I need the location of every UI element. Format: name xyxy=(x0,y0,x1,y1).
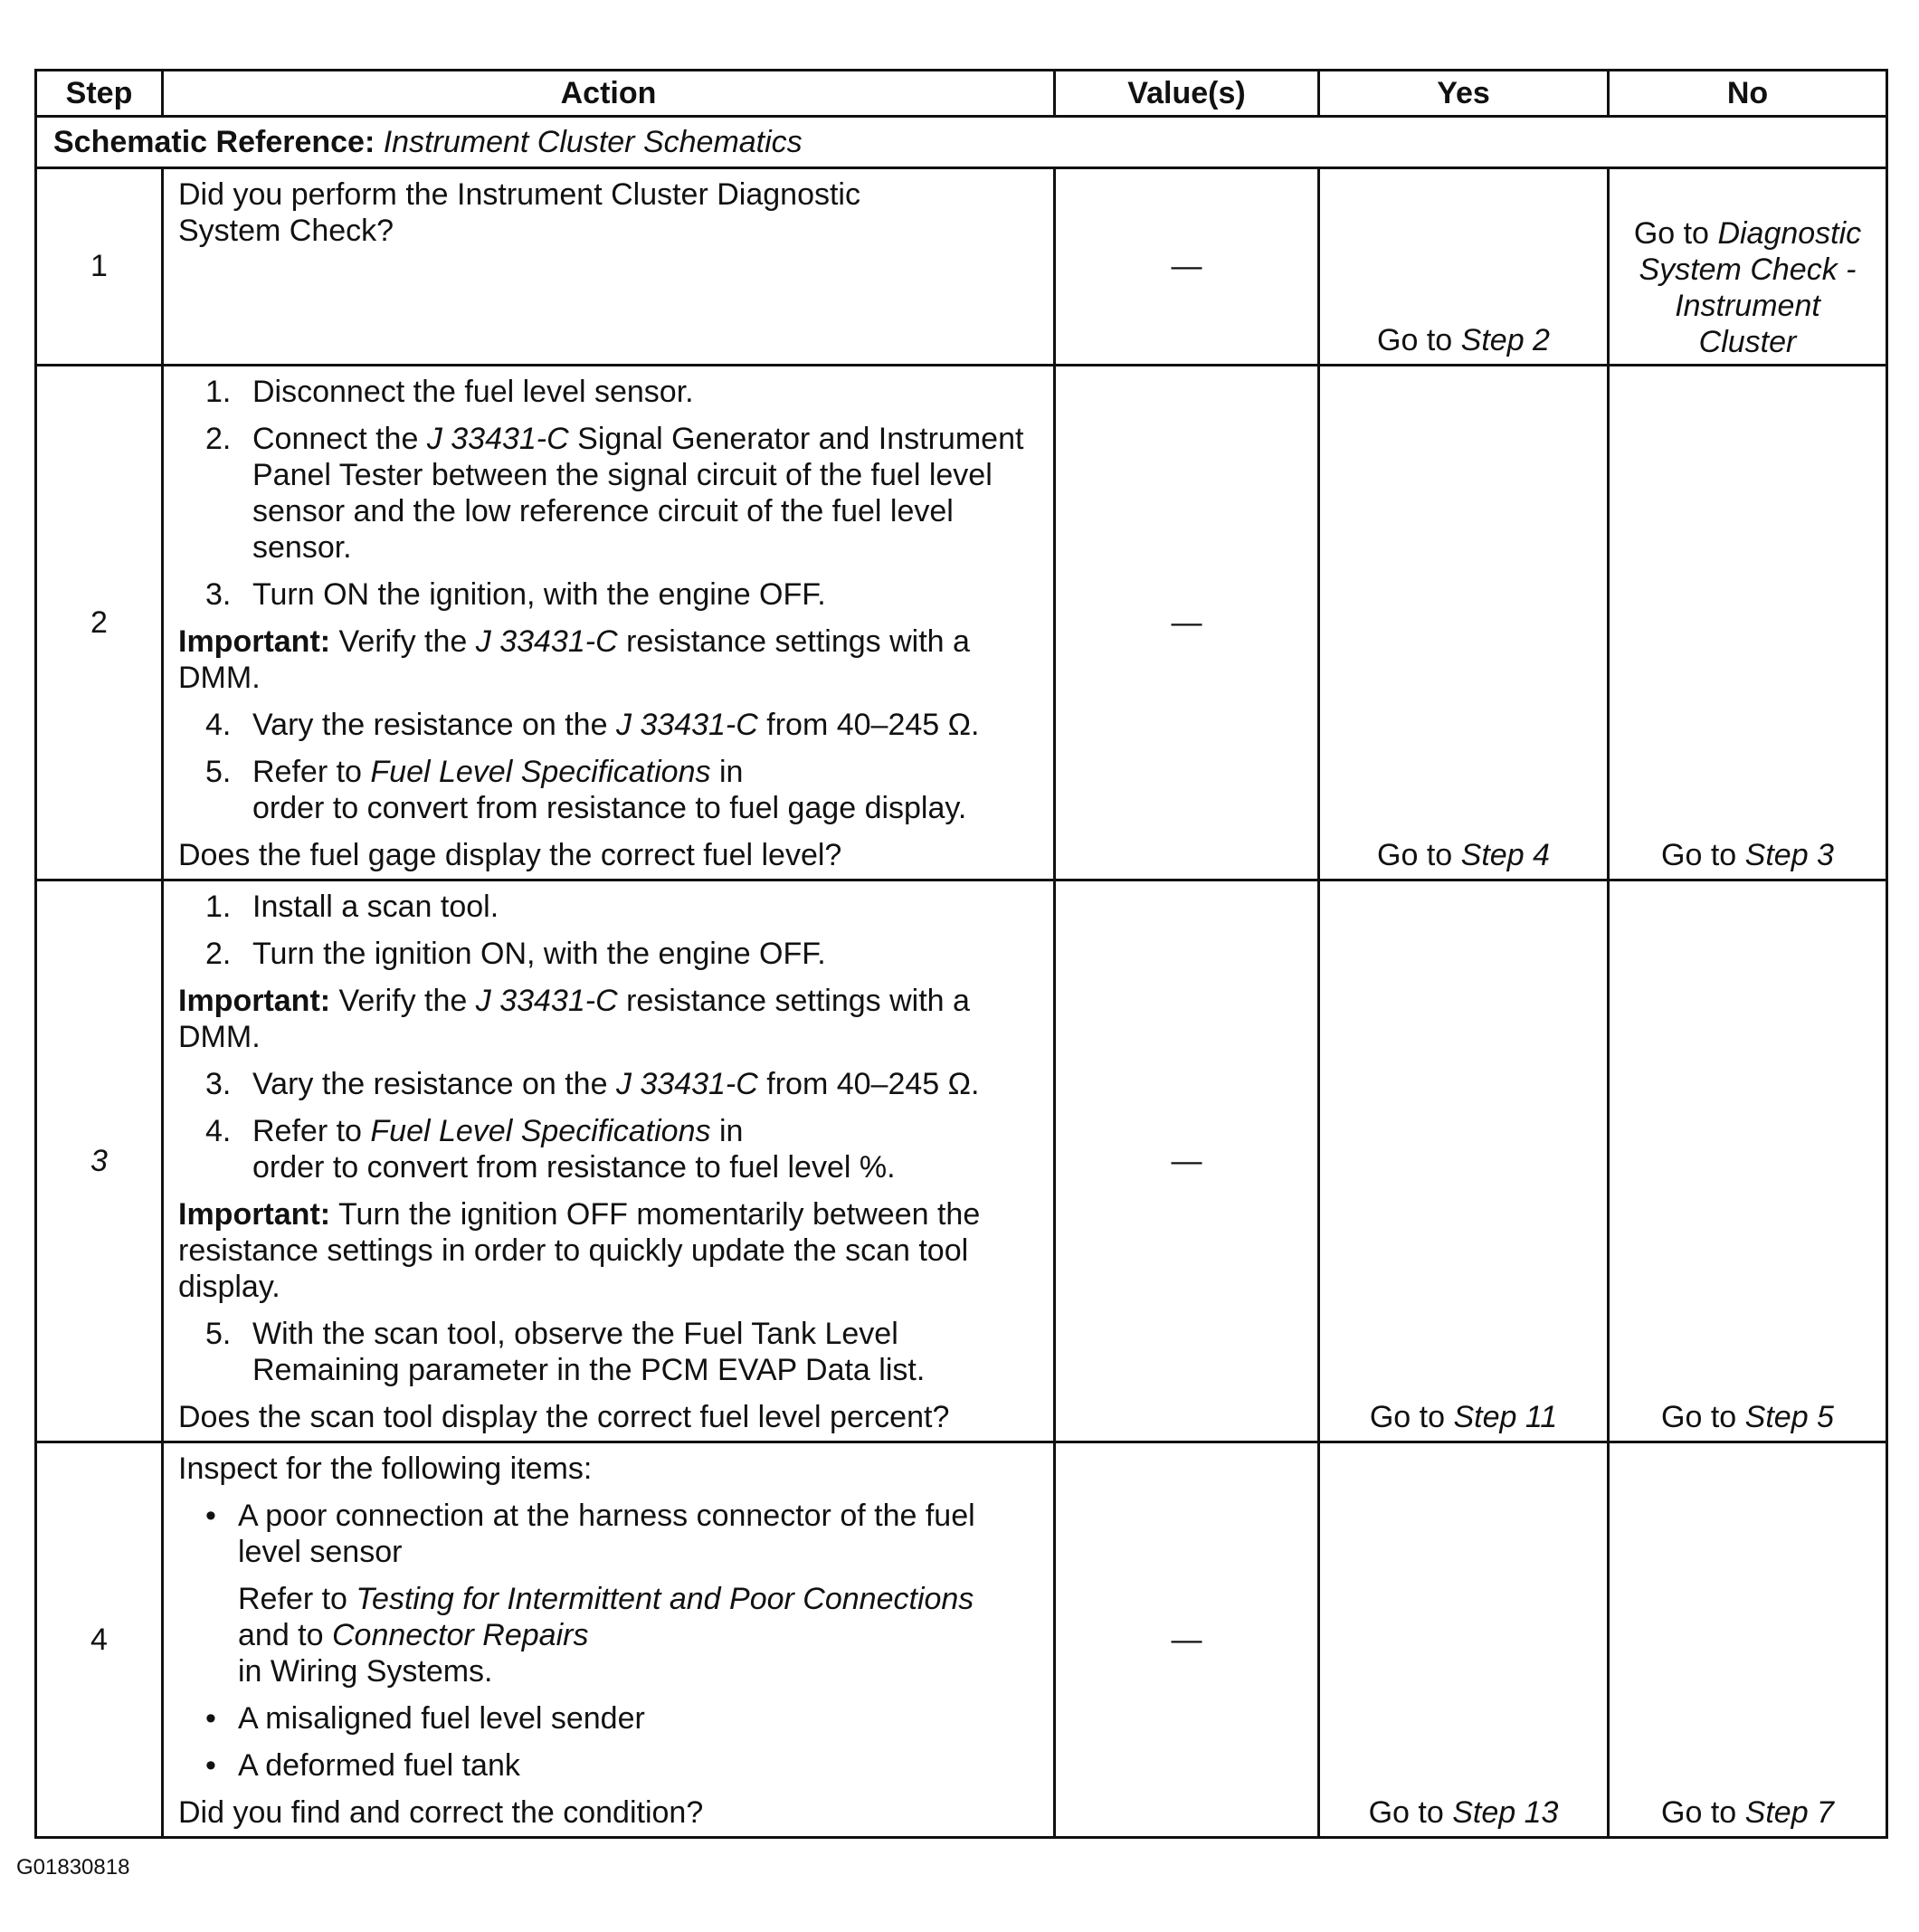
bullet-item: • A deformed fuel tank xyxy=(205,1748,520,1783)
yes-step-link: Step 13 xyxy=(1452,1795,1559,1830)
action-item: 1. Install a scan tool. xyxy=(205,890,499,924)
schematic-row xyxy=(36,117,1887,168)
tool-ref: J 33431-C xyxy=(615,1067,758,1101)
header-step: Step xyxy=(36,71,163,117)
value-cell: — xyxy=(1055,880,1319,1442)
yes-cell: Go to Step 11 xyxy=(1319,880,1609,1442)
header-action: Action xyxy=(163,71,1055,117)
action-cell xyxy=(163,1442,1055,1838)
action-item: 5. Refer to Fuel Level Specifications in order to convert from resistance to fuel gage display. xyxy=(205,755,967,825)
no-procedure-link: Diagnostic xyxy=(1717,216,1862,251)
action-cell xyxy=(163,366,1055,880)
action-question: Did you find and correct the condition? xyxy=(178,1795,704,1830)
value-cell: — xyxy=(1055,1442,1319,1838)
action-item: 3. Turn ON the ignition, with the engine OFF. xyxy=(205,577,826,612)
action-item: 2. Turn the ignition ON, with the engine OFF. xyxy=(205,937,826,971)
table-row xyxy=(36,1442,1887,1838)
spec-ref: Fuel Level Specifications xyxy=(370,755,711,789)
important-note: Important: Turn the ignition OFF momentarily between the resistance settings in order to quickly update the scan tool display. xyxy=(178,1197,981,1304)
step-number: 1 xyxy=(36,168,163,366)
yes-step-link: Step 4 xyxy=(1460,838,1550,872)
header-yes: Yes xyxy=(1319,71,1609,117)
table-row xyxy=(36,168,1887,366)
action-question: Did you perform the Instrument Cluster Diagnostic System Check? xyxy=(178,177,860,248)
table-row xyxy=(36,880,1887,1442)
value-cell: — xyxy=(1055,366,1319,880)
table-row xyxy=(36,366,1887,880)
yes-step-link: Step 2 xyxy=(1460,323,1550,357)
step-number: 2 xyxy=(36,366,163,880)
spec-ref: Fuel Level Specifications xyxy=(370,1114,711,1148)
header-no: No xyxy=(1609,71,1887,117)
value-cell: — xyxy=(1055,168,1319,366)
procedure-ref: Testing for Intermittent and Poor Connections xyxy=(356,1582,974,1616)
tool-ref: J 33431-C xyxy=(426,422,569,456)
bullet-item: • A misaligned fuel level sender xyxy=(205,1701,645,1736)
schematic-reference xyxy=(36,117,1887,168)
no-cell: Go to Step 5 xyxy=(1609,880,1887,1442)
action-question: Does the scan tool display the correct fuel level percent? xyxy=(178,1400,950,1434)
action-item: 5. With the scan tool, observe the Fuel Tank Level Remaining parameter in the PCM EVAP Data list. xyxy=(205,1317,926,1387)
no-step-link: Step 5 xyxy=(1744,1400,1834,1434)
action-item: 4. Refer to Fuel Level Specifications in order to convert from resistance to fuel level %. xyxy=(205,1114,896,1185)
action-cell xyxy=(163,168,1055,366)
diagnostic-table xyxy=(34,69,1888,1839)
action-cell xyxy=(163,880,1055,1442)
procedure-ref: Connector Repairs xyxy=(331,1618,589,1652)
tool-ref: J 33431-C xyxy=(475,624,618,659)
no-cell: Go to Step 3 xyxy=(1609,366,1887,880)
header-values: Value(s) xyxy=(1055,71,1319,117)
action-item: 4. Vary the resistance on the J 33431-C from 40–245 Ω. xyxy=(205,708,980,742)
refer-note: Refer to Testing for Intermittent and Poor Connections and to Connector Repairs in Wiring Systems. xyxy=(238,1582,974,1689)
no-step-link: Step 3 xyxy=(1744,838,1834,872)
step-number: 4 xyxy=(36,1442,163,1838)
inspect-intro: Inspect for the following items: xyxy=(178,1451,593,1486)
yes-cell: Go to Step 13 xyxy=(1319,1442,1609,1838)
tool-ref: J 33431-C xyxy=(475,984,618,1018)
action-item: 1. Disconnect the fuel level sensor. xyxy=(205,375,694,409)
action-question: Does the fuel gage display the correct fuel level? xyxy=(178,838,842,872)
action-item: 3. Vary the resistance on the J 33431-C from 40–245 Ω. xyxy=(205,1067,980,1101)
no-cell: Go to Step 7 xyxy=(1609,1442,1887,1838)
bullet-item: • A poor connection at the harness connector of the fuel level sensor xyxy=(205,1499,975,1569)
no-cell: Go to Diagnostic System Check - Instrument Cluster xyxy=(1609,168,1887,366)
header-row xyxy=(36,71,1887,117)
tool-ref: J 33431-C xyxy=(615,708,758,742)
figure-id: G01830818 xyxy=(16,1855,130,1880)
no-step-link: Step 7 xyxy=(1744,1795,1834,1830)
yes-step-link: Step 11 xyxy=(1453,1400,1558,1434)
action-item: 2. Connect the J 33431-C Signal Generator and Instrument Panel Tester between the signal circuit of the fuel level sensor and the low reference circuit of the fuel level sensor. xyxy=(205,422,1024,565)
schematic-link: Instrument Cluster Schematics xyxy=(383,124,803,159)
yes-cell: Go to Step 4 xyxy=(1319,366,1609,880)
yes-cell: Go to Step 2 xyxy=(1319,168,1609,366)
schematic-label: Schematic Reference: xyxy=(53,124,375,159)
important-note: Important: Verify the J 33431-C resistance settings with a DMM. xyxy=(178,624,970,695)
important-note: Important: Verify the J 33431-C resistance settings with a DMM. xyxy=(178,984,970,1054)
step-number: 3 xyxy=(36,880,163,1442)
